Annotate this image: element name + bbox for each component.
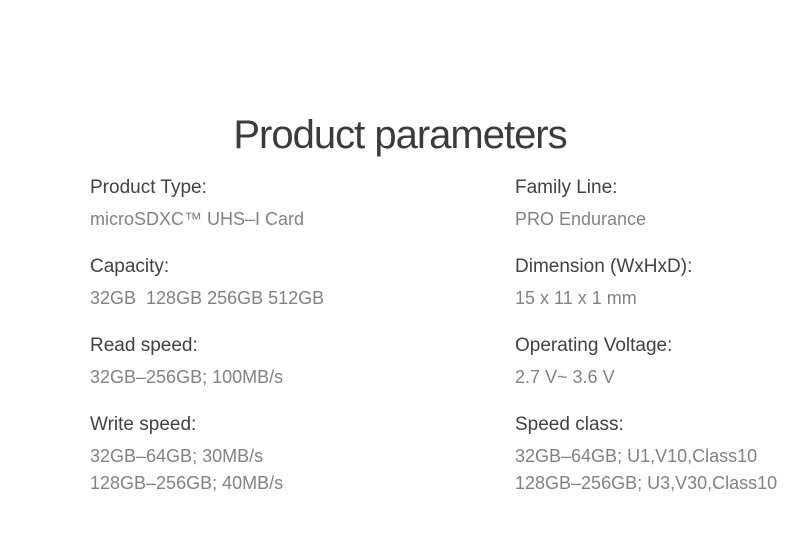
param-group-speed-class bbox=[515, 413, 777, 497]
param-label: Speed class: bbox=[515, 414, 624, 435]
param-value: 128GB–256GB; U3,V30,Class10 bbox=[515, 473, 778, 493]
param-group-dimension bbox=[515, 255, 777, 312]
param-value: 32GB 128GB 256GB 512GB bbox=[90, 288, 325, 308]
param-value: 32GB–64GB; 30MB/s bbox=[90, 446, 264, 466]
param-label: Operating Voltage: bbox=[515, 335, 673, 356]
param-group-family-line bbox=[515, 176, 777, 233]
param-label: Write speed: bbox=[90, 414, 197, 435]
param-value: 128GB–256GB; 40MB/s bbox=[90, 473, 284, 493]
parameters-left-column bbox=[90, 176, 324, 519]
param-value: 15 x 11 x 1 mm bbox=[515, 288, 637, 308]
param-value: 2.7 V~ 3.6 V bbox=[515, 367, 615, 387]
param-value: PRO Endurance bbox=[515, 209, 647, 229]
param-value: 32GB–64GB; U1,V10,Class10 bbox=[515, 446, 758, 466]
param-group-operating-voltage bbox=[515, 334, 777, 391]
param-label: Product Type: bbox=[90, 177, 207, 198]
param-label: Read speed: bbox=[90, 335, 198, 356]
parameters-right-column bbox=[515, 176, 777, 519]
page-title: Product parameters bbox=[233, 112, 567, 157]
param-label: Dimension (WxHxD): bbox=[515, 256, 693, 277]
param-group-product-type bbox=[90, 176, 324, 233]
param-group-capacity bbox=[90, 255, 324, 312]
param-value: 32GB–256GB; 100MB/s bbox=[90, 367, 284, 387]
param-label: Family Line: bbox=[515, 177, 618, 198]
param-value: microSDXC™ UHS–I Card bbox=[90, 209, 305, 229]
param-group-write-speed bbox=[90, 413, 324, 497]
param-group-read-speed bbox=[90, 334, 324, 391]
param-label: Capacity: bbox=[90, 256, 170, 277]
